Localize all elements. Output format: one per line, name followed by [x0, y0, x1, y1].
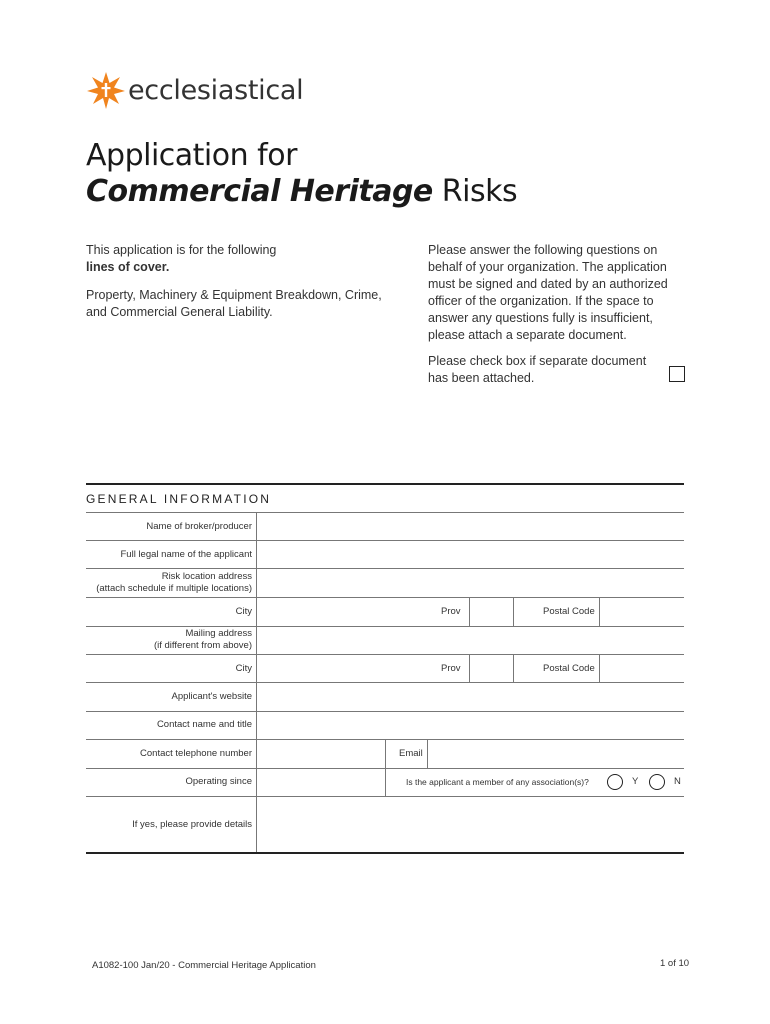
label-mailing-address — [154, 628, 252, 652]
instructions-para2: Please check box if separate document has been attached. — [428, 354, 647, 385]
instructions-para1: Please answer the following questions on behalf of your organization. The application must be signed and dated by an authorized officer of the organization. If the space to answer any questions fully is insufficient, please attach a separate document. — [428, 243, 668, 342]
mailing-prov-input[interactable] — [470, 655, 513, 682]
label-phone: Contact telephone number — [140, 748, 252, 759]
legal-name-input[interactable] — [257, 541, 684, 568]
label-operating-since: Operating since — [185, 776, 252, 787]
email-input[interactable] — [428, 740, 684, 768]
title-emphasis: Commercial Heritage — [86, 174, 433, 209]
website-input[interactable] — [257, 683, 684, 711]
broker-input[interactable] — [257, 513, 684, 540]
label-city: City — [235, 606, 252, 617]
label-mailing-l2: (if different from above) — [153, 640, 252, 651]
label-legal-name: Full legal name of the applicant — [120, 549, 252, 560]
intro-text — [86, 242, 386, 332]
footer-page-number: 1 of 10 — [660, 958, 690, 969]
city-input[interactable] — [257, 598, 427, 626]
label-mailing-l1: Mailing address — [185, 628, 252, 639]
intro-line1: This application is for the following — [86, 243, 277, 257]
mailing-city-input[interactable] — [257, 655, 427, 682]
page-title-line1: Application for — [86, 138, 297, 173]
association-yes-radio[interactable] — [607, 774, 623, 790]
label-risk-address — [96, 571, 252, 595]
label-postal-code: Postal Code — [543, 606, 595, 617]
col-divider — [513, 654, 514, 682]
label-prov: Prov — [441, 663, 461, 674]
intro-cover-list: Property, Machinery & Equipment Breakdown, Crime, and Commercial General Liability. — [86, 288, 382, 319]
starburst-logo-icon — [86, 70, 126, 110]
title-rest: Risks — [432, 174, 518, 209]
footer-form-id: A1082-100 Jan/20 - Commercial Heritage Application — [92, 960, 316, 971]
label-website: Applicant's website — [171, 691, 252, 702]
risk-address-input[interactable] — [257, 569, 684, 597]
label-association-question: Is the applicant a member of any association(s)? — [406, 777, 589, 787]
label-no: N — [674, 776, 681, 787]
label-email: Email — [399, 748, 423, 759]
mailing-postal-code-input[interactable] — [600, 655, 684, 682]
page-title-line2 — [86, 174, 517, 209]
mailing-address-input[interactable] — [257, 627, 684, 654]
label-postal-code: Postal Code — [543, 663, 595, 674]
col-divider — [385, 739, 386, 796]
label-contact: Contact name and title — [156, 719, 252, 730]
section-bottom-rule — [86, 852, 684, 854]
col-divider — [513, 597, 514, 626]
details-input[interactable] — [257, 797, 684, 852]
label-broker: Name of broker/producer — [146, 521, 252, 532]
ecclesiastical-logo — [86, 68, 326, 112]
postal-code-input[interactable] — [600, 598, 684, 626]
intro-line2: lines of cover. — [86, 260, 170, 274]
label-prov: Prov — [441, 606, 461, 617]
section-title: GENERAL INFORMATION — [86, 492, 272, 506]
separate-document-checkbox[interactable] — [669, 366, 685, 382]
label-yes: Y — [632, 776, 639, 787]
label-risk-address-l2: (attach schedule if multiple locations) — [96, 583, 252, 594]
section-rule — [86, 483, 684, 485]
label-details: If yes, please provide details — [132, 819, 252, 830]
phone-input[interactable] — [257, 740, 385, 768]
association-no-radio[interactable] — [649, 774, 665, 790]
label-risk-address-l1: Risk location address — [161, 571, 252, 582]
contact-input[interactable] — [257, 712, 684, 739]
instructions-text — [428, 242, 688, 396]
label-city: City — [235, 663, 252, 674]
brand-name: ecclesiastical — [128, 74, 304, 106]
operating-since-input[interactable] — [257, 769, 385, 796]
prov-input[interactable] — [470, 598, 513, 626]
